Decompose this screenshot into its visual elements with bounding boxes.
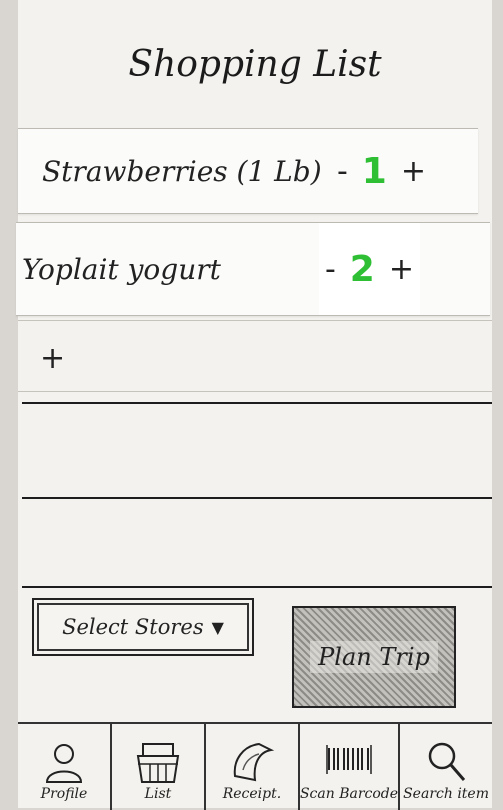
list-item-strawberries [18, 128, 478, 214]
add-item-row[interactable] [18, 320, 492, 392]
nav-label: Profile [40, 786, 88, 802]
quantity-stepper [319, 223, 420, 315]
nav-search-item[interactable] [400, 724, 492, 810]
barcode-icon [324, 738, 374, 786]
quantity-stepper [337, 129, 426, 213]
list-divider [22, 586, 492, 588]
bottom-nav [18, 722, 492, 810]
item-name: Yoplait yogurt [22, 252, 221, 286]
nav-scan-barcode[interactable] [300, 724, 400, 810]
receipt-icon [229, 738, 275, 786]
page-title: Shopping List [128, 44, 382, 85]
nav-label: Scan Barcode [299, 786, 399, 802]
nav-profile[interactable] [18, 724, 112, 810]
increment-button[interactable]: + [400, 153, 426, 189]
quantity-value: 2 [349, 248, 375, 290]
basket-icon [135, 738, 181, 786]
list-item-yogurt [16, 222, 490, 316]
plan-trip-button[interactable] [292, 606, 456, 708]
plan-trip-label: Plan Trip [310, 641, 438, 673]
nav-list[interactable] [112, 724, 206, 810]
add-item-button[interactable]: + [40, 341, 66, 376]
nav-label: List [144, 786, 172, 802]
chevron-down-icon: ▼ [211, 617, 224, 637]
list-divider [22, 402, 492, 404]
list-divider [22, 497, 492, 499]
decrement-button[interactable]: - [324, 251, 336, 287]
person-icon [42, 738, 86, 786]
item-name: Strawberries (1 Lb) [42, 154, 322, 188]
increment-button[interactable]: + [388, 251, 414, 287]
nav-label: Receipt. [222, 786, 282, 802]
nav-label: Search item [403, 786, 489, 802]
magnifier-icon [424, 738, 468, 786]
quantity-value: 1 [361, 150, 387, 192]
decrement-button[interactable]: - [336, 153, 348, 189]
select-stores-dropdown[interactable] [32, 598, 254, 656]
nav-receipt[interactable] [206, 724, 300, 810]
select-stores-label: Select Stores [62, 615, 204, 639]
